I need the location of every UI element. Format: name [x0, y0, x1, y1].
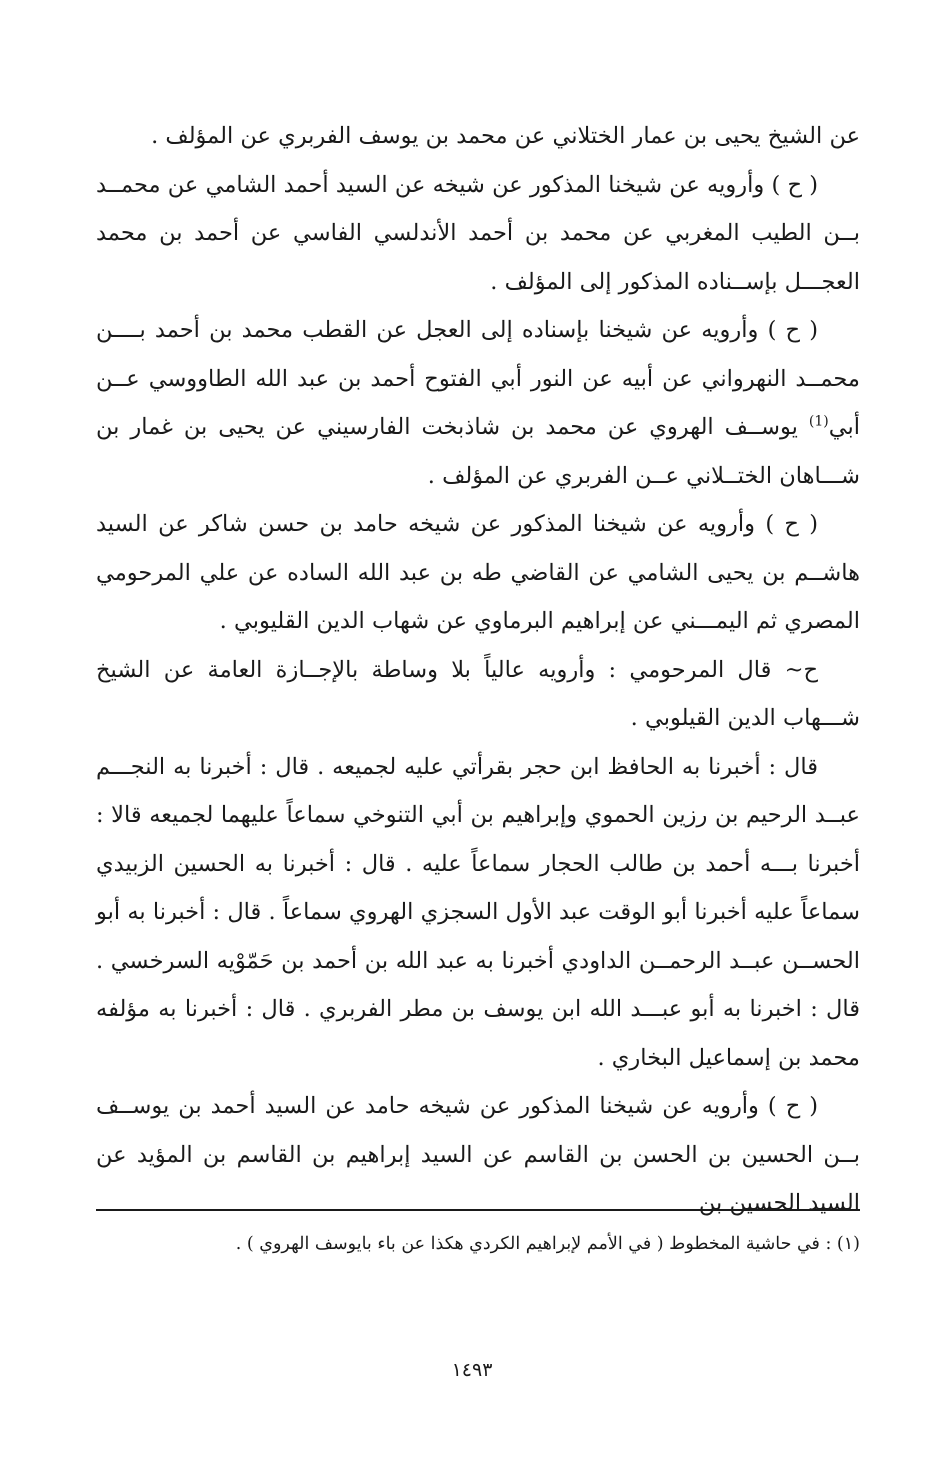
footnote-reference-mark[interactable]: (1) [808, 413, 829, 430]
paragraph-4: ( ح ) وأرويه عن شيخنا المذكور عن شيخه حامد بن حسن شاكر عن السيد هاشــم بن يحيى الشامي عن القاضي طه بن عبد الله الساده عن علي المرحومي المصري ثم اليمـــني عن إبراهيم البرماوي عن شهاب الدين القليوبي . [96, 511, 860, 634]
paragraph-3-text-after: يوســف الهروي عن محمد بن شاذبخت الفارسيني عن يحيى بن غمار بن شـــاهان الختــلاني عــن الفربري عن المؤلف . [96, 414, 860, 489]
paragraph-5: ح~ قال المرحومي : وأرويه عالياً بلا وساطة بالإجــازة العامة عن الشيخ شـــهاب الدين القيلوبي . [96, 656, 860, 731]
paragraph-3 [96, 306, 860, 500]
paragraph-7: ( ح ) وأرويه عن شيخنا المذكور عن شيخه حامد عن السيد أحمد بن يوســف بــن الحسين بن الحسن بن القاسم عن السيد إبراهيم بن القاسم بن المؤيد عن السيد الحسين بن [96, 1093, 860, 1216]
main-text [96, 112, 860, 1228]
paragraph-1: عن الشيخ يحيى بن عمار الختلاني عن محمد بن يوسف الفربري عن المؤلف . [151, 123, 860, 149]
paragraph-3-text-before: ( ح ) وأرويه عن شيخنا بإسناده إلى العجل عن القطب محمد بن أحمد بــــن محمــد النهرواني عن أبيه عن النور أبي الفتوح أحمد بن عبد الله الطاووسي عــن أبي [96, 317, 860, 440]
footnote-divider [96, 1209, 860, 1211]
paragraph-2: ( ح ) وأرويه عن شيخنا المذكور عن شيخه عن السيد أحمد الشامي عن محمــد بــن الطيب المغربي عن محمد بن أحمد الأندلسي الفاسي عن أحمد بن محمد العجـــل بإســناده المذكور إلى المؤلف . [96, 171, 860, 295]
page-number: ١٤٩٣ [451, 1359, 493, 1381]
paragraph-6: قال : أخبرنا به الحافظ ابن حجر بقرأتي عليه لجميعه . قال : أخبرنا به النجـــم عبــد الرحيم بن رزين الحموي وإبراهيم بن أبي التنوخي سماعاً عليهما لجميعه قالا : أخبرنا بـــه أحمد بن طالب الحجار سماعاً عليه . قال : أخبرنا به الحسين الزبيدي سماعاً عليه أخبرنا أبو الوقت عبد الأول السجزي الهروي سماعاً . قال : أخبرنا به أبو الحســن عبــد الرحمــن الداودي أخبرنا به عبد الله بن أحمد بن حَمّوْيه السرخسي . قال : اخبرنا به أبو عبـــد الله ابن يوسف بن مطر الفربري . قال : أخبرنا به مؤلفه محمد بن إسماعيل البخاري . [96, 753, 860, 1071]
footnote: (١) : في حاشية المخطوط ( في الأمم لإبراهيم الكردي هكذا عن باء بايوسف الهروي ) . [235, 1234, 860, 1254]
